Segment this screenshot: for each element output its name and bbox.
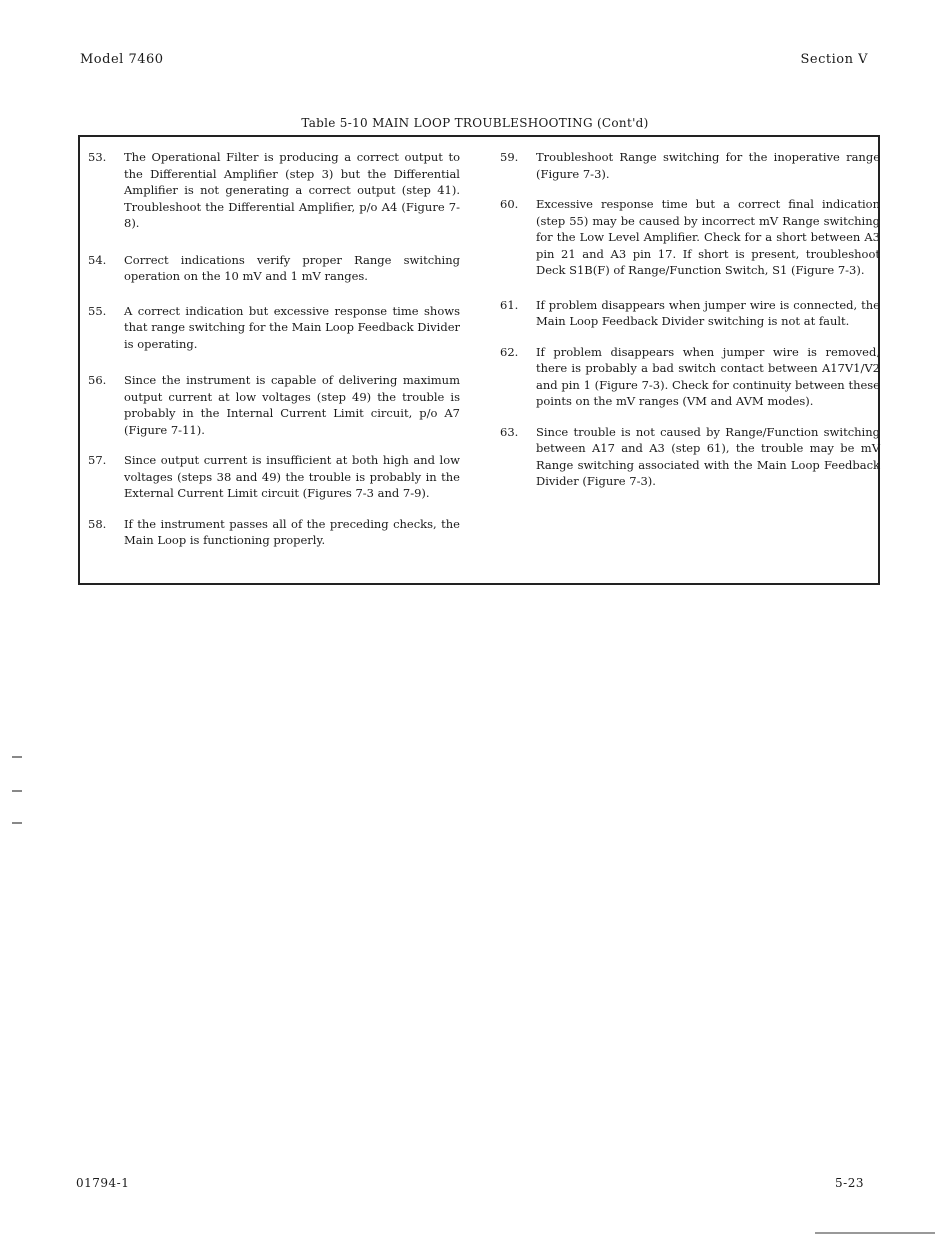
step-54	[88, 252, 460, 285]
step-number: 53.	[88, 150, 107, 164]
step-63	[500, 424, 880, 490]
footer-doc-number: 01794-1	[76, 1176, 130, 1190]
step-text: If the instrument passes all of the preceding checks, the Main Loop is functioning properly.	[124, 516, 460, 547]
step-number: 62.	[500, 344, 519, 359]
step-text: Correct indications verify proper Range switching operation on the 10 mV and 1 mV ranges.	[124, 252, 460, 283]
step-57	[88, 452, 460, 502]
step-53	[88, 149, 460, 232]
step-text: Troubleshoot Range switching for the inoperative range (Figure 7-3).	[536, 150, 880, 181]
step-text: A correct indication but excessive response time shows that range switching for the Main Loop Feedback Divider is operating.	[124, 303, 460, 351]
margin-mark	[12, 790, 22, 792]
header-section: Section V	[800, 52, 868, 67]
step-number: 56.	[88, 373, 107, 387]
step-number: 54.	[88, 252, 107, 267]
step-62	[500, 344, 880, 410]
step-text: Excessive response time but a correct final indication (step 55) may be caused by incorrect mV Range switching for the Low Level Amplifier. Check for a short between A3 pin 21 and A3 pin 17. If short is present, troubleshoot Deck S1B(F) of Range/Function Switch, S1 (Figure 7-3).	[536, 197, 880, 277]
step-number: 63.	[500, 424, 519, 439]
step-text: The Operational Filter is producing a correct output to the Differential Amplifier (step 3) but the Differential Amplifier is not generating a correct output (step 41). Troubleshoot the Differential Amplifier, p/o A4 (Figure 7-8).	[124, 150, 460, 230]
left-column	[88, 149, 460, 549]
step-number: 61.	[500, 297, 519, 312]
troubleshooting-table	[78, 135, 880, 585]
step-number: 58.	[88, 516, 107, 531]
step-55	[88, 303, 460, 353]
step-text: If problem disappears when jumper wire is removed, there is probably a bad switch contact between A17V1/V2 and pin 1 (Figure 7-3). Check for continuity between these points on the mV ranges (VM and AVM modes).	[536, 344, 880, 408]
header-model: Model 7460	[80, 52, 164, 67]
margin-mark	[12, 822, 22, 824]
step-60	[500, 196, 880, 279]
step-text: Since output current is insufficient at both high and low voltages (steps 38 and 49) the trouble is probably in the External Current Limit circuit (Figures 7-3 and 7-9).	[124, 453, 460, 500]
step-58	[88, 516, 460, 549]
footer-page-number: 5-23	[835, 1176, 864, 1190]
table-title: Table 5-10 MAIN LOOP TROUBLESHOOTING (Cont'd)	[301, 116, 649, 130]
step-61	[500, 297, 880, 330]
step-number: 57.	[88, 453, 107, 467]
step-56	[88, 372, 460, 438]
step-number: 60.	[500, 197, 519, 211]
step-number: 55.	[88, 303, 107, 318]
margin-mark	[12, 756, 22, 758]
right-column	[500, 149, 880, 490]
scan-edge-line	[815, 1232, 935, 1234]
step-text: Since the instrument is capable of delivering maximum output current at low voltages (step 49) the trouble is probably in the Internal Current Limit circuit, p/o A7 (Figure 7-11).	[124, 373, 460, 437]
step-number: 59.	[500, 150, 519, 164]
step-text: If problem disappears when jumper wire is connected, the Main Loop Feedback Divider switching is not at fault.	[536, 297, 880, 328]
step-59	[500, 149, 880, 182]
step-text: Since trouble is not caused by Range/Function switching between A17 and A3 (step 61), the trouble may be mV Range switching associated with the Main Loop Feedback Divider (Figure 7-3).	[536, 424, 880, 488]
